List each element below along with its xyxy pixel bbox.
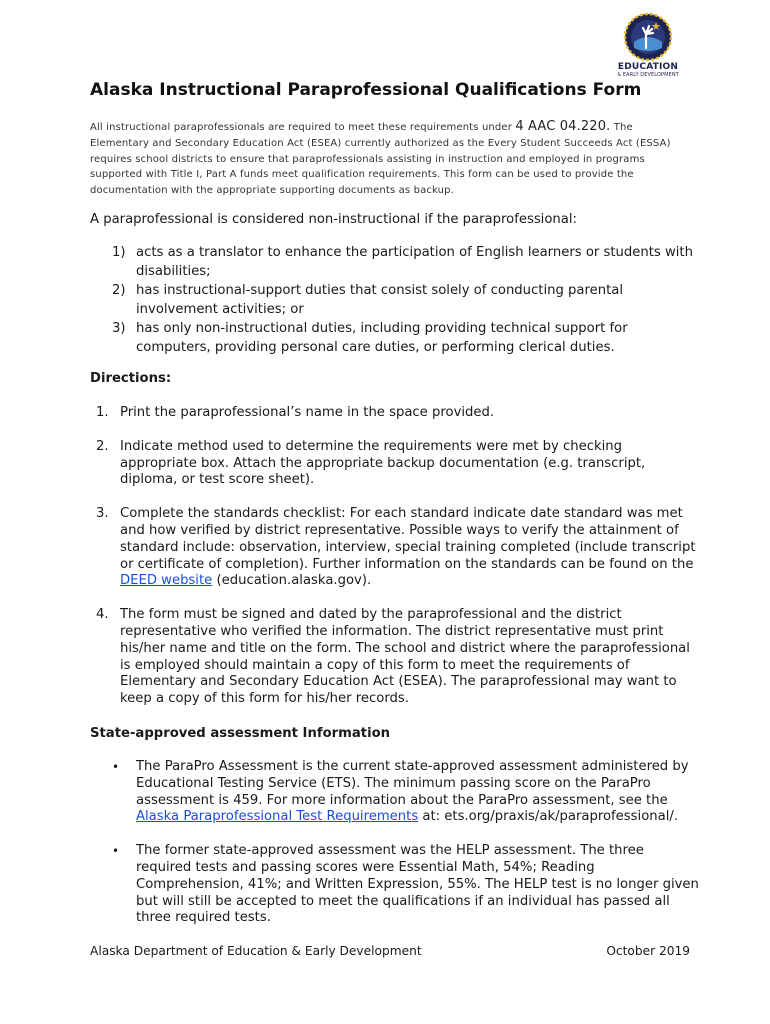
assessment-list [112,759,702,944]
bullet-icon: • [112,760,120,774]
list-item [112,759,702,826]
list-text: The form must be signed and dated by the paraprofessional and the district representative who verified the information. The district representative must print his/her name and title on the form. The school and district where the paraprofessional is employed should maintain a copy of this form to meet the requirements of Elementary and Secondary Education Act (ESEA). The paraprofessional may want to keep a copy of this form for his/her records. [120,607,690,707]
list-text: has instructional-support duties that consist solely of conducting parental involvement activities; or [136,283,624,317]
list-text [120,506,696,590]
list-number: 2. [96,438,109,454]
page-footer [90,944,690,958]
logo-text-education: EDUCATION [617,62,679,72]
list-text: Indicate method used to determine the requirements were met by checking appropriate box. Attach the appropriate backup documentation (e.g. transcript, diploma, or test score sheet). [120,438,646,488]
list-item [96,405,696,422]
list-item [96,607,696,708]
non-instructional-list [112,243,702,357]
logo-text-early-development: & EARLY DEVELOPMENT [617,72,679,78]
page-title: Alaska Instructional Paraprofessional Qualifications Form [90,80,642,100]
list-text: acts as a translator to enhance the participation of English learners or students with disabilities; [136,245,693,279]
list-item [96,439,696,489]
deed-website-link[interactable]: DEED website [120,573,213,589]
list-number: 1. [96,405,109,420]
list-number: 2) [112,283,126,298]
footer-date: October 2019 [606,944,690,958]
list-text-before: Complete the standards checklist: For each standard indicate date standard was met and how verified by district representative. Possible ways to verify the attainment of standard include: observation, interview, special training completed (include transcript or certificate of completion). Further information on the standards can be found on the [120,506,696,572]
list-text: has only non-instructional duties, including providing technical support for computers, providing personal care duties, or performing clerical duties. [136,321,628,355]
list-number: 3) [112,321,126,336]
list-item [112,843,702,927]
list-item [112,243,702,281]
footer-department: Alaska Department of Education & Early Development [90,944,422,958]
list-text: Print the paraprofessional’s name in the space provided. [120,405,495,420]
list-text-after: (education.alaska.gov). [212,573,372,589]
list-text-before: The ParaPro Assessment is the current state-approved assessment administered by Educational Testing Service (ETS). The minimum passing score on the ParaPro assessment is 459. For more information about the ParaPro assessment, see the [136,759,689,808]
list-number: 1) [112,245,126,260]
list-text: The former state-approved assessment was the HELP assessment. The three required tests and passing scores were Essential Math, 54%; Reading Comprehension, 41%; and Written Expression, 55%. The HELP test is no longer given but will still be accepted to meet the qualifications if an individual has passed all three required tests. [136,843,699,926]
regulation-reference: 4 AAC 04.220. [515,119,611,134]
list-number: 3. [96,506,109,522]
assessment-heading: State-approved assessment Information [90,726,391,741]
directions-list [96,405,696,725]
non-instructional-lead: A paraprofessional is considered non-instructional if the paraprofessional: [90,212,577,227]
list-item [96,506,696,590]
directions-heading: Directions: [90,371,172,386]
intro-text-before: All instructional paraprofessionals are required to meet these requirements under [90,122,516,133]
list-item [112,319,702,357]
intro-paragraph [90,119,690,199]
bullet-icon: • [112,844,120,859]
list-number: 4. [96,607,109,623]
parapro-requirements-link[interactable]: Alaska Paraprofessional Test Requirements [136,809,419,825]
list-text [136,759,702,826]
deed-logo [612,12,684,78]
list-item [112,281,702,319]
list-text-after: at: ets.org/praxis/ak/paraprofessional/. [418,809,679,825]
seal-icon [622,12,674,62]
intro-text-after: The Elementary and Secondary Education Act (ESEA) currently authorized as the Every Student Succeeds Act (ESSA) requires school districts to ensure that paraprofessionals assisting in instruction and employed in programs supported with Title I, Part A funds meet qualification requirements. This form can be used to provide the documentation with the appropriate supporting documents as backup. [90,122,671,197]
